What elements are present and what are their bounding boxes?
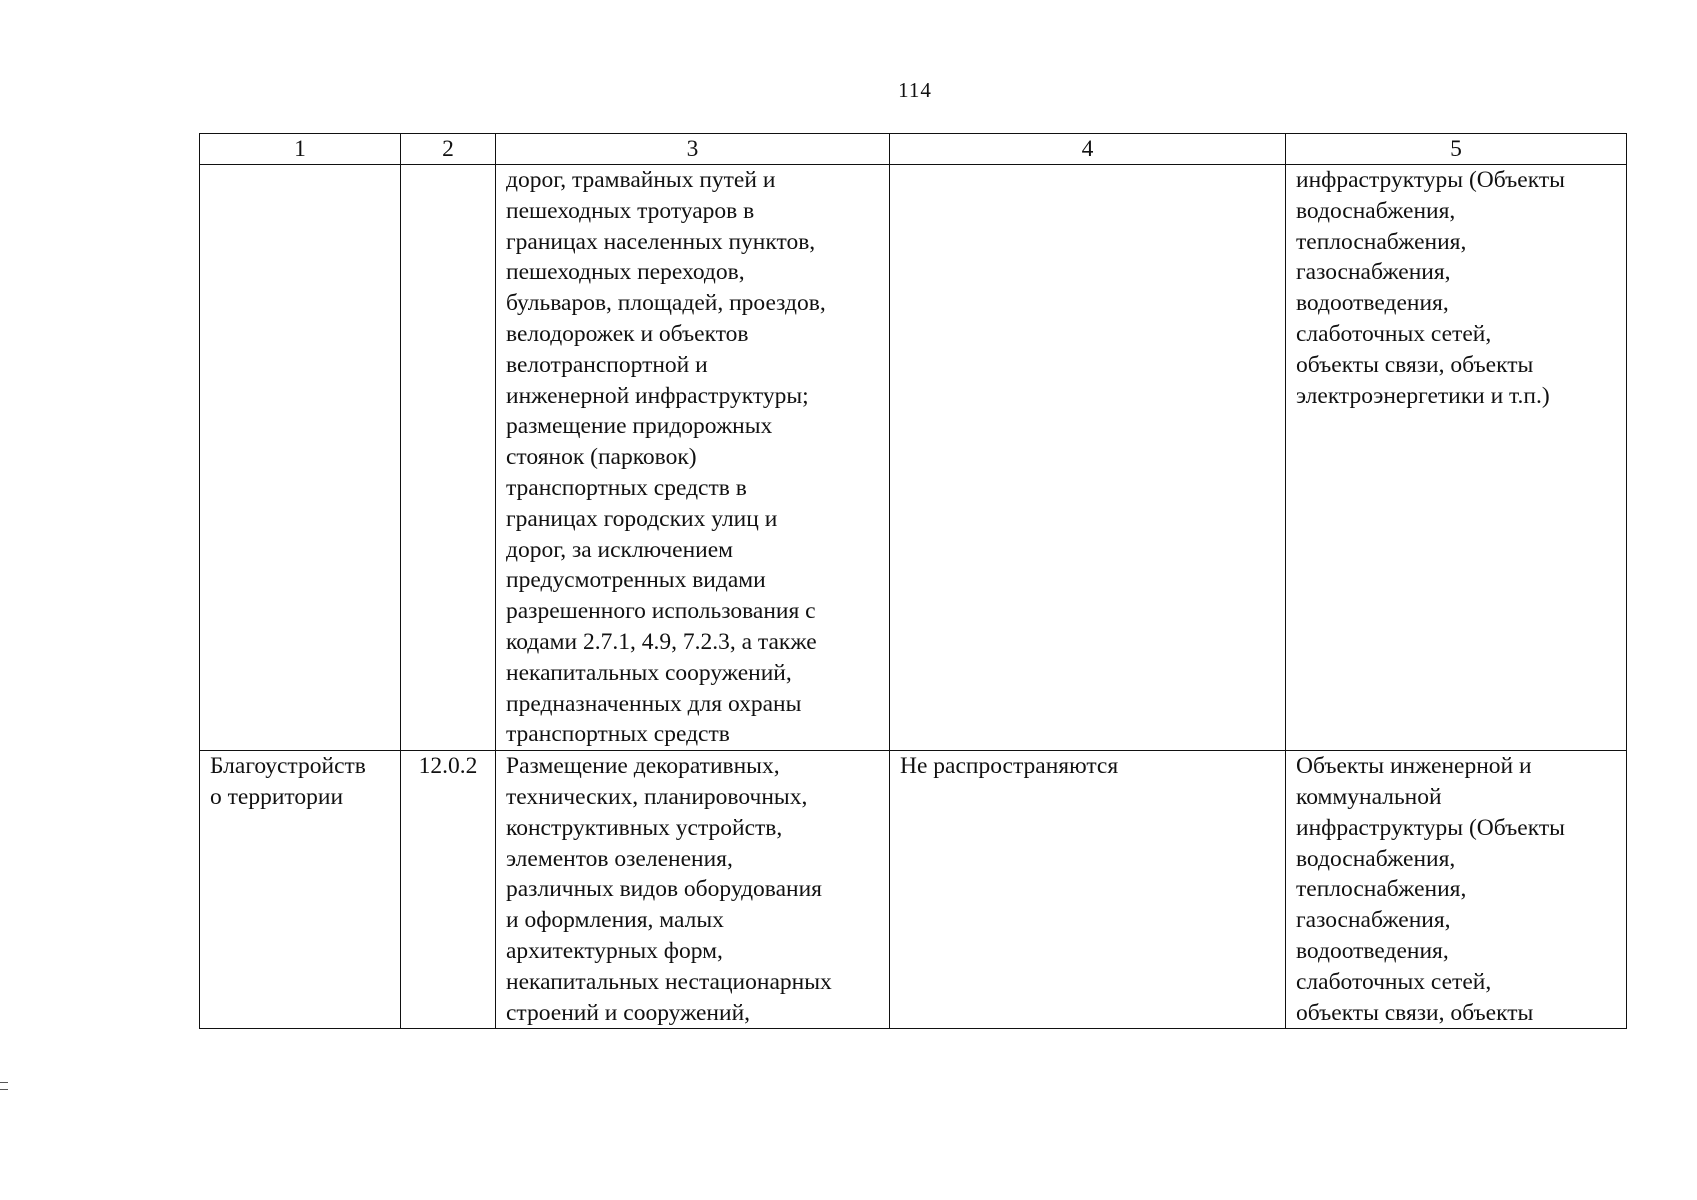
description-line: границах населенных пунктов, (506, 228, 816, 255)
description-line: разрешенного использования с (506, 598, 816, 625)
description-line: Размещение декоративных, (506, 753, 780, 780)
description-line: велотранспортной и (506, 351, 708, 378)
objects-line: слаботочных сетей, (1296, 968, 1492, 995)
objects-line: инфраструктуры (Объекты (1296, 167, 1565, 193)
parameters-cell (890, 751, 1286, 1029)
description-line: предназначенных для охраны (506, 690, 802, 717)
description-line: конструктивных устройств, (506, 814, 783, 841)
column-header-4: 4 (890, 134, 1286, 165)
description-line: границах городских улиц и (506, 505, 778, 532)
description-line: строений и сооружений, (506, 999, 751, 1026)
land-use-name-cell (200, 165, 401, 751)
scan-edge-mark (0, 1082, 8, 1090)
land-use-code-cell: 12.0.2 (401, 751, 496, 1029)
column-header-5: 5 (1286, 134, 1627, 165)
description-line: технических, планировочных, (506, 783, 808, 810)
description-line: архитектурных форм, (506, 937, 723, 964)
objects-line: объекты связи, объекты (1296, 999, 1534, 1026)
objects-line: газоснабжения, (1296, 907, 1451, 934)
description-cell (496, 165, 890, 751)
objects-line: водоснабжения, (1296, 845, 1456, 872)
header-row (200, 134, 1627, 165)
objects-line: объекты связи, объекты (1296, 351, 1534, 378)
description-line: размещение придорожных (506, 413, 773, 440)
land-use-code-cell (401, 165, 496, 751)
description-line: велодорожек и объектов (506, 320, 749, 347)
description-line: и оформления, малых (506, 907, 724, 934)
parameters-cell (890, 165, 1286, 751)
objects-line: водоотведения, (1296, 290, 1449, 317)
objects-line: слаботочных сетей, (1296, 320, 1492, 347)
objects-line: теплоснабжения, (1296, 876, 1467, 903)
description-line: предусмотренных видами (506, 567, 766, 594)
column-header-2: 2 (401, 134, 496, 165)
description-line: дорог, трамвайных путей и (506, 167, 776, 193)
description-line: пешеходных переходов, (506, 259, 745, 286)
description-line: транспортных средств (506, 721, 730, 748)
regulations-table-container (199, 133, 1626, 1029)
objects-line: коммунальной (1296, 783, 1442, 810)
allowed-objects-cell (1286, 165, 1627, 751)
objects-line: водоотведения, (1296, 937, 1449, 964)
description-line: элементов озеленения, (506, 845, 733, 872)
description-line: бульваров, площадей, проездов, (506, 290, 826, 317)
description-line: инженерной инфраструктуры; (506, 382, 809, 409)
column-header-3: 3 (496, 134, 890, 165)
description-line: некапитальных сооружений, (506, 659, 792, 686)
table-row (200, 165, 1627, 751)
description-line: кодами 2.7.1, 4.9, 7.2.3, а также (506, 628, 817, 655)
description-line: стоянок (парковок) (506, 444, 697, 471)
name-line: о территории (210, 783, 344, 810)
name-line: Благоустройств (210, 753, 366, 780)
objects-line: инфраструктуры (Объекты (1296, 814, 1565, 841)
regulations-table (199, 133, 1627, 1029)
objects-line: Объекты инженерной и (1296, 753, 1532, 780)
description-line: пешеходных тротуаров в (506, 197, 755, 224)
allowed-objects-cell (1286, 751, 1627, 1029)
description-line: дорог, за исключением (506, 536, 734, 563)
description-cell (496, 751, 890, 1029)
description-line: различных видов оборудования (506, 876, 822, 903)
objects-line: водоснабжения, (1296, 197, 1456, 224)
objects-line: газоснабжения, (1296, 259, 1451, 286)
description-line: некапитальных нестационарных (506, 968, 832, 995)
description-line: транспортных средств в (506, 474, 747, 501)
column-header-1: 1 (200, 134, 401, 165)
table-row (200, 751, 1627, 1029)
objects-line: электроэнергетики и т.п.) (1296, 382, 1550, 409)
parameters-line: Не распространяются (900, 753, 1119, 780)
objects-line: теплоснабжения, (1296, 228, 1467, 255)
page-number: 114 (898, 78, 932, 102)
land-use-name-cell (200, 751, 401, 1029)
